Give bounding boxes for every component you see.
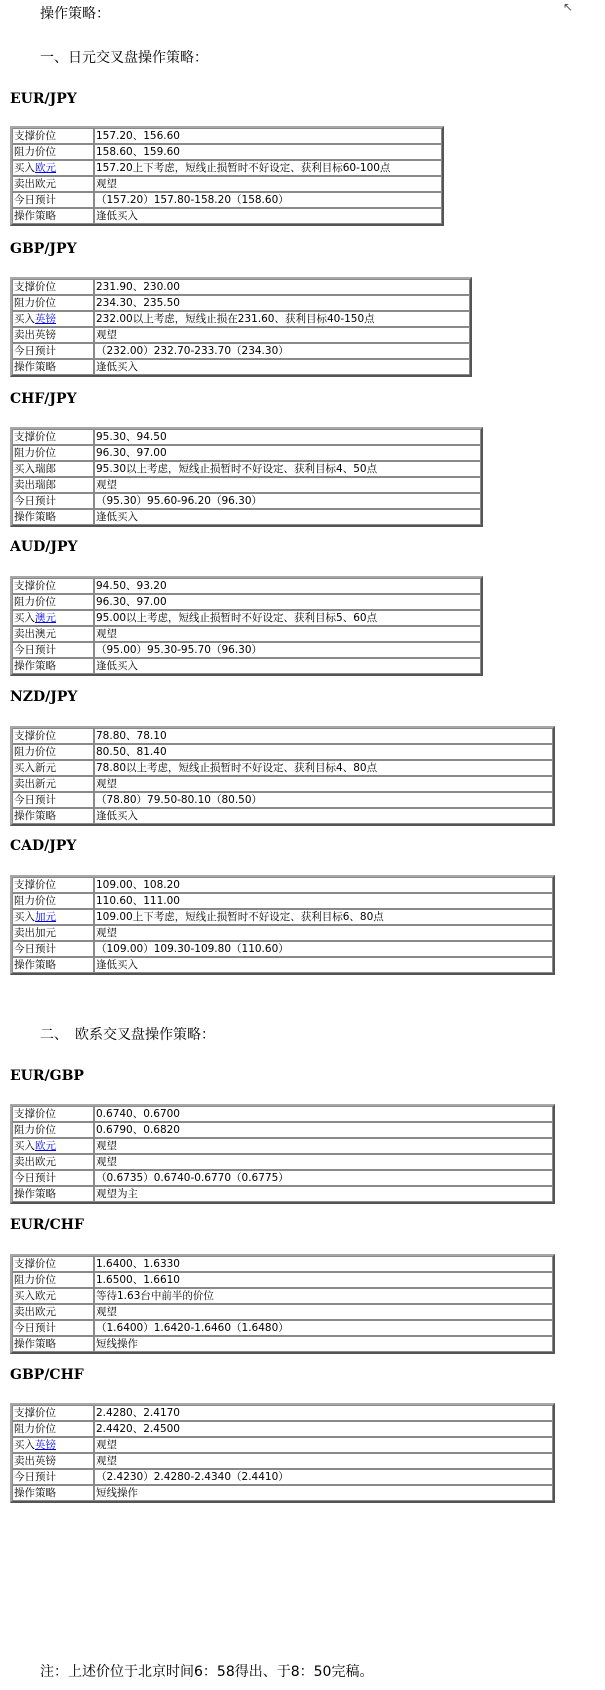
table-row	[12, 493, 481, 509]
row-label: 阻力价位	[12, 1122, 94, 1138]
row-label: 卖出新元	[12, 776, 94, 792]
row-value: 逢低买入	[94, 658, 481, 674]
pair-title-eur-jpy: EUR/JPY	[10, 91, 77, 107]
cursor-icon: ↖	[563, 0, 574, 14]
row-value: 短线操作	[94, 1336, 553, 1352]
table-row	[12, 776, 553, 792]
row-label: 支撑价位	[12, 1256, 94, 1272]
row-value: 短线操作	[94, 1485, 553, 1501]
row-value: 2.4280、2.4170	[94, 1405, 553, 1421]
table-row	[12, 1437, 553, 1453]
pair-title-chf-jpy: CHF/JPY	[10, 391, 77, 407]
table-row	[12, 509, 481, 525]
row-label: 今日预计	[12, 493, 94, 509]
row-label: 卖出欧元	[12, 1304, 94, 1320]
row-label: 今日预计	[12, 1469, 94, 1485]
table-row	[12, 1186, 553, 1202]
row-value: 逢低买入	[94, 808, 553, 824]
row-label-prefix: 买入	[14, 612, 35, 624]
table-row	[12, 610, 481, 626]
row-label: 今日预计	[12, 192, 94, 208]
table-row	[12, 295, 470, 311]
table-row	[12, 461, 481, 477]
row-label: 卖出欧元	[12, 1154, 94, 1170]
row-value: 观望	[94, 925, 553, 941]
row-value: 78.80以上考虑，短线止损暂时不好设定、获利目标4、80点	[94, 760, 553, 776]
row-label: 阻力价位	[12, 1272, 94, 1288]
currency-link[interactable]: 英镑	[35, 313, 56, 325]
row-value: 观望	[94, 176, 442, 192]
row-label: 阻力价位	[12, 594, 94, 610]
strategy-table-gbp-chf	[10, 1403, 555, 1503]
row-label: 操作策略	[12, 1485, 94, 1501]
table-row	[12, 128, 442, 144]
row-label: 阻力价位	[12, 744, 94, 760]
table-row	[12, 160, 442, 176]
page-heading: 操作策略：	[40, 6, 110, 22]
row-value: 95.30以上考虑，短线止损暂时不好设定、获利目标4、50点	[94, 461, 481, 477]
row-value: 157.20上下考虑，短线止损暂时不好设定、获利目标60-100点	[94, 160, 442, 176]
row-value: 157.20、156.60	[94, 128, 442, 144]
table-row	[12, 1122, 553, 1138]
table-row	[12, 343, 470, 359]
row-value: 2.4420、2.4500	[94, 1421, 553, 1437]
row-label: 阻力价位	[12, 893, 94, 909]
row-value: 78.80、78.10	[94, 728, 553, 744]
row-label: 卖出澳元	[12, 626, 94, 642]
row-label: 阻力价位	[12, 1421, 94, 1437]
table-row	[12, 1336, 553, 1352]
row-label: 操作策略	[12, 509, 94, 525]
row-label: 今日预计	[12, 1170, 94, 1186]
strategy-table-cad-jpy	[10, 875, 555, 975]
table-row	[12, 1154, 553, 1170]
row-value: （78.80）79.50-80.10（80.50）	[94, 792, 553, 808]
row-label	[12, 1138, 94, 1154]
row-label: 卖出欧元	[12, 176, 94, 192]
row-label	[12, 311, 94, 327]
row-label: 支撑价位	[12, 728, 94, 744]
strategy-table-gbp-jpy	[10, 277, 472, 377]
row-value: 80.50、81.40	[94, 744, 553, 760]
row-value: （157.20）157.80-158.20（158.60）	[94, 192, 442, 208]
table-row	[12, 192, 442, 208]
currency-link[interactable]: 澳元	[35, 612, 56, 624]
table-row	[12, 429, 481, 445]
table-row	[12, 1272, 553, 1288]
row-value: 观望	[94, 1304, 553, 1320]
row-value: 96.30、97.00	[94, 445, 481, 461]
table-row	[12, 1405, 553, 1421]
table-row	[12, 327, 470, 343]
row-value: 231.90、230.00	[94, 279, 470, 295]
table-row	[12, 176, 442, 192]
row-value: 0.6740、0.6700	[94, 1106, 553, 1122]
row-value: 96.30、97.00	[94, 594, 481, 610]
pair-title-gbp-chf: GBP/CHF	[10, 1367, 84, 1383]
row-value: 94.50、93.20	[94, 578, 481, 594]
row-label: 买入瑞郎	[12, 461, 94, 477]
row-label: 卖出英镑	[12, 327, 94, 343]
row-label: 操作策略	[12, 359, 94, 375]
row-value: （95.30）95.60-96.20（96.30）	[94, 493, 481, 509]
table-row	[12, 1304, 553, 1320]
pair-title-gbp-jpy: GBP/JPY	[10, 241, 77, 257]
row-value: 逢低买入	[94, 509, 481, 525]
table-row	[12, 311, 470, 327]
row-label: 支撑价位	[12, 1405, 94, 1421]
table-row	[12, 1453, 553, 1469]
row-label: 操作策略	[12, 808, 94, 824]
row-label: 今日预计	[12, 1320, 94, 1336]
row-label: 今日预计	[12, 792, 94, 808]
currency-link[interactable]: 加元	[35, 911, 56, 923]
strategy-table-nzd-jpy	[10, 726, 555, 826]
table-row	[12, 626, 481, 642]
row-value: 观望	[94, 1154, 553, 1170]
row-value: 95.00以上考虑，短线止损暂时不好设定、获利目标5、60点	[94, 610, 481, 626]
table-row	[12, 808, 553, 824]
section-heading-jpy-crosses: 一、日元交叉盘操作策略：	[40, 50, 208, 66]
row-label: 今日预计	[12, 941, 94, 957]
row-value: 109.00、108.20	[94, 877, 553, 893]
row-label: 支撑价位	[12, 128, 94, 144]
row-value: （0.6735）0.6740-0.6770（0.6775）	[94, 1170, 553, 1186]
table-row	[12, 359, 470, 375]
pair-title-eur-gbp: EUR/GBP	[10, 1068, 84, 1084]
row-value: 观望	[94, 327, 470, 343]
row-label: 今日预计	[12, 343, 94, 359]
currency-link[interactable]: 欧元	[35, 1140, 56, 1152]
table-row	[12, 941, 553, 957]
section-heading-eur-crosses: 二、 欧系交叉盘操作策略：	[40, 1027, 215, 1043]
row-label-prefix: 买入	[14, 911, 35, 923]
row-value: （95.00）95.30-95.70（96.30）	[94, 642, 481, 658]
row-value: 1.6500、1.6610	[94, 1272, 553, 1288]
row-value: （109.00）109.30-109.80（110.60）	[94, 941, 553, 957]
row-label: 买入新元	[12, 760, 94, 776]
table-row	[12, 578, 481, 594]
row-value: 观望	[94, 1138, 553, 1154]
row-value: 观望	[94, 626, 481, 642]
pair-title-eur-chf: EUR/CHF	[10, 1217, 84, 1233]
strategy-table-eur-chf	[10, 1254, 555, 1354]
row-label: 今日预计	[12, 642, 94, 658]
currency-link[interactable]: 英镑	[35, 1439, 56, 1451]
row-label	[12, 1437, 94, 1453]
strategy-table-eur-gbp	[10, 1104, 555, 1204]
row-value: 逢低买入	[94, 957, 553, 973]
row-value: 观望	[94, 776, 553, 792]
row-label: 阻力价位	[12, 144, 94, 160]
row-value: 观望	[94, 1437, 553, 1453]
table-row	[12, 642, 481, 658]
row-label: 操作策略	[12, 1336, 94, 1352]
row-value: 158.60、159.60	[94, 144, 442, 160]
row-value: 95.30、94.50	[94, 429, 481, 445]
row-label: 支撑价位	[12, 877, 94, 893]
row-label-prefix: 买入	[14, 1140, 35, 1152]
pair-title-cad-jpy: CAD/JPY	[10, 838, 77, 854]
table-row	[12, 957, 553, 973]
row-label: 操作策略	[12, 1186, 94, 1202]
table-row	[12, 877, 553, 893]
row-value: （2.4230）2.4280-2.4340（2.4410）	[94, 1469, 553, 1485]
table-row	[12, 1469, 553, 1485]
table-row	[12, 1320, 553, 1336]
row-label: 阻力价位	[12, 295, 94, 311]
row-label: 支撑价位	[12, 1106, 94, 1122]
strategy-table-chf-jpy	[10, 427, 483, 527]
row-label	[12, 610, 94, 626]
footer-note: 注：上述价位于北京时间6：58得出、于8：50完稿。	[40, 1664, 374, 1680]
row-value: 234.30、235.50	[94, 295, 470, 311]
row-label-prefix: 买入	[14, 162, 35, 174]
table-row	[12, 445, 481, 461]
table-row	[12, 144, 442, 160]
row-label: 买入欧元	[12, 1288, 94, 1304]
table-row	[12, 1106, 553, 1122]
table-row	[12, 909, 553, 925]
table-row	[12, 1138, 553, 1154]
row-value: 232.00以上考虑，短线止损在231.60、获利目标40-150点	[94, 311, 470, 327]
row-value: 等待1.63台中前半的价位	[94, 1288, 553, 1304]
row-value: 逢低买入	[94, 359, 470, 375]
table-row	[12, 728, 553, 744]
row-value: 0.6790、0.6820	[94, 1122, 553, 1138]
table-row	[12, 1288, 553, 1304]
row-label: 操作策略	[12, 658, 94, 674]
row-label: 操作策略	[12, 208, 94, 224]
row-value: （1.6400）1.6420-1.6460（1.6480）	[94, 1320, 553, 1336]
table-row	[12, 1421, 553, 1437]
table-row	[12, 893, 553, 909]
row-value: 1.6400、1.6330	[94, 1256, 553, 1272]
table-row	[12, 925, 553, 941]
row-label-prefix: 买入	[14, 313, 35, 325]
row-value: 观望	[94, 477, 481, 493]
row-label	[12, 909, 94, 925]
table-row	[12, 792, 553, 808]
table-row	[12, 744, 553, 760]
table-row	[12, 1485, 553, 1501]
row-value: 109.00上下考虑，短线止损暂时不好设定、获利目标6、80点	[94, 909, 553, 925]
row-label: 卖出英镑	[12, 1453, 94, 1469]
row-label: 卖出瑞郎	[12, 477, 94, 493]
pair-title-nzd-jpy: NZD/JPY	[10, 689, 78, 705]
row-label: 支撑价位	[12, 279, 94, 295]
row-label: 支撑价位	[12, 429, 94, 445]
pair-title-aud-jpy: AUD/JPY	[10, 539, 78, 555]
row-value: 逢低买入	[94, 208, 442, 224]
table-row	[12, 760, 553, 776]
table-row	[12, 1170, 553, 1186]
table-row	[12, 658, 481, 674]
row-value: 110.60、111.00	[94, 893, 553, 909]
table-row	[12, 1256, 553, 1272]
row-label: 支撑价位	[12, 578, 94, 594]
table-row	[12, 208, 442, 224]
row-value: （232.00）232.70-233.70（234.30）	[94, 343, 470, 359]
row-value: 观望	[94, 1453, 553, 1469]
currency-link[interactable]: 欧元	[35, 162, 56, 174]
row-value: 观望为主	[94, 1186, 553, 1202]
table-row	[12, 477, 481, 493]
strategy-table-aud-jpy	[10, 576, 483, 676]
row-label	[12, 160, 94, 176]
table-row	[12, 594, 481, 610]
table-row	[12, 279, 470, 295]
row-label-prefix: 买入	[14, 1439, 35, 1451]
row-label: 阻力价位	[12, 445, 94, 461]
row-label: 卖出加元	[12, 925, 94, 941]
row-label: 操作策略	[12, 957, 94, 973]
strategy-table-eur-jpy	[10, 126, 444, 226]
